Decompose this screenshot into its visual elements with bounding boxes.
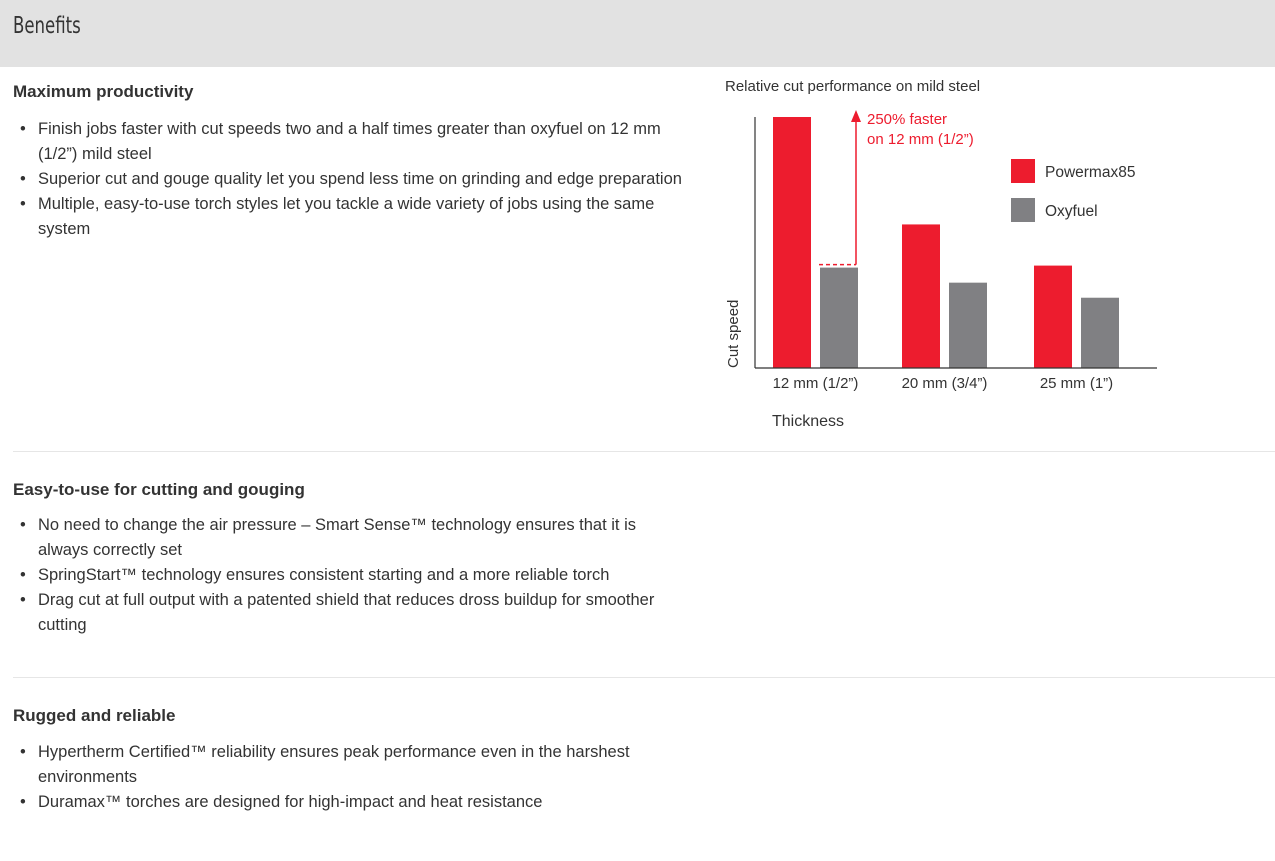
bar-oxyfuel-3 bbox=[1081, 298, 1119, 368]
list-item: • Superior cut and gouge quality let you spend less time on grinding and edge preparation bbox=[38, 167, 688, 192]
bar-oxyfuel-1 bbox=[820, 268, 858, 368]
bar-powermax85-3 bbox=[1034, 266, 1072, 368]
cut-performance-chart bbox=[700, 70, 1200, 440]
bar-oxyfuel-2 bbox=[949, 283, 987, 368]
legend-label-oxyfuel: Oxyfuel bbox=[1045, 203, 1098, 220]
annotation-text-line1: 250% faster bbox=[867, 111, 948, 128]
x-axis-label: Thickness bbox=[771, 413, 845, 430]
benefits-header bbox=[0, 0, 1275, 67]
bullet-list bbox=[38, 117, 688, 242]
list-item: • Multiple, easy-to-use torch styles let you tackle a wide variety of jobs using the same system bbox=[38, 192, 688, 242]
page-title: Benefits bbox=[13, 13, 81, 39]
section-rugged-reliable bbox=[0, 678, 1275, 861]
bullet-list bbox=[38, 513, 688, 638]
list-item: • Finish jobs faster with cut speeds two and a half times greater than oxyfuel on 12 mm (1/2”) mild steel bbox=[38, 117, 688, 167]
y-axis-label: Cut speed bbox=[725, 299, 742, 368]
list-item: • Hypertherm Certified™ reliability ensures peak performance even in the harshest environments bbox=[38, 740, 688, 790]
section-easy-to-use bbox=[0, 452, 1275, 677]
x-tick-label: 20 mm (3/4”) bbox=[901, 375, 988, 392]
list-item: • Drag cut at full output with a patented shield that reduces dross buildup for smoother cutting bbox=[38, 588, 688, 638]
x-tick-label: 25 mm (1”) bbox=[1039, 375, 1114, 392]
legend-swatch-powermax85 bbox=[1011, 159, 1035, 183]
x-tick-label: 12 mm (1/2”) bbox=[772, 375, 859, 392]
chart-title: Relative cut performance on mild steel bbox=[725, 78, 981, 95]
section-title: Rugged and reliable bbox=[13, 706, 176, 725]
annotation-text-line2: on 12 mm (1/2”) bbox=[867, 131, 974, 148]
bar-powermax85-1 bbox=[773, 117, 811, 368]
chart-svg bbox=[700, 70, 1200, 440]
list-item: • SpringStart™ technology ensures consistent starting and a more reliable torch bbox=[38, 563, 688, 588]
annotation-arrowhead bbox=[851, 110, 861, 122]
legend-swatch-oxyfuel bbox=[1011, 198, 1035, 222]
list-item: • No need to change the air pressure – Smart Sense™ technology ensures that it is always correctly set bbox=[38, 513, 688, 563]
bullet-list bbox=[38, 740, 688, 815]
section-title: Maximum productivity bbox=[13, 82, 194, 101]
legend-label-powermax85: Powermax85 bbox=[1045, 164, 1136, 181]
bar-powermax85-2 bbox=[902, 224, 940, 368]
section-title: Easy-to-use for cutting and gouging bbox=[13, 480, 305, 499]
list-item: • Duramax™ torches are designed for high-impact and heat resistance bbox=[38, 790, 688, 815]
